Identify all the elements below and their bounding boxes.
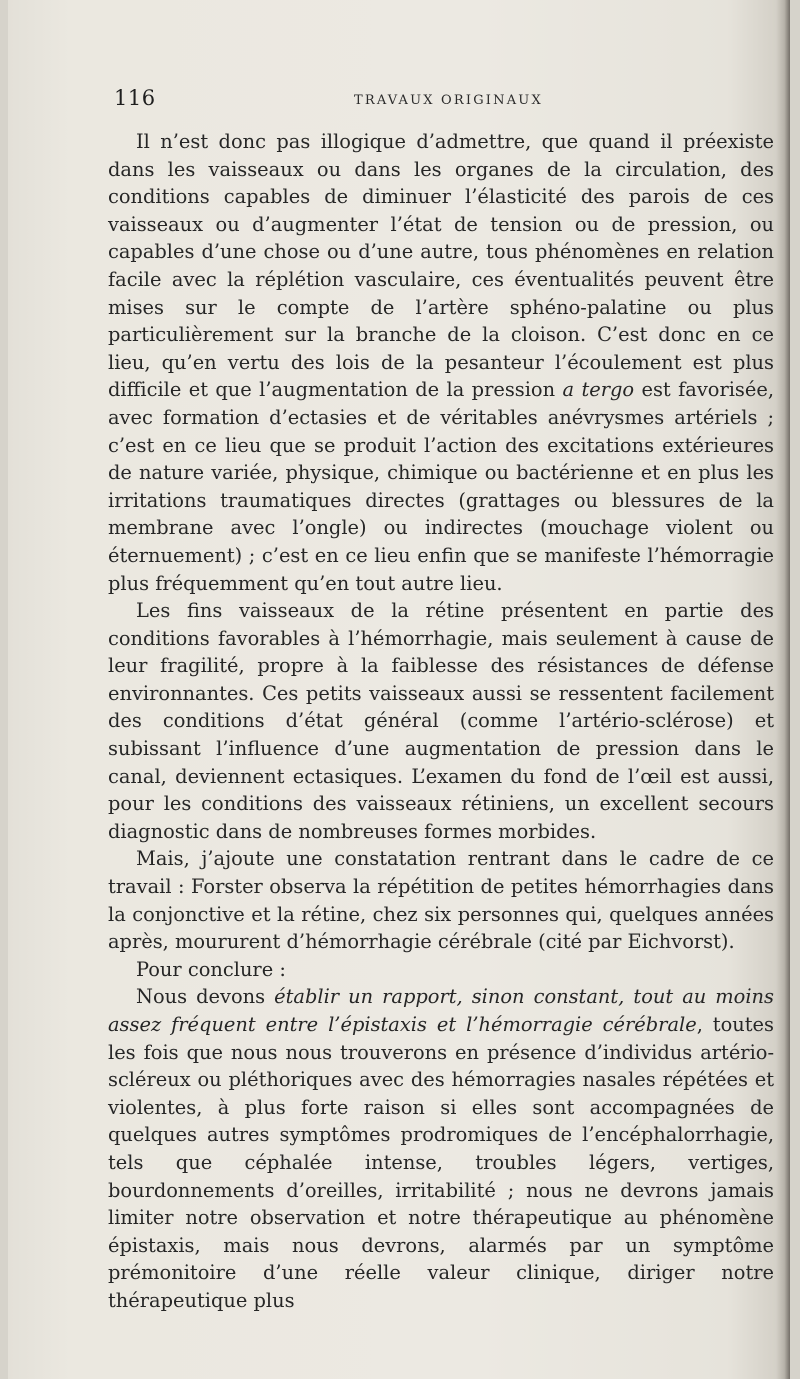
paragraph-5-italic: établir un rapport, sinon constant, tout au moins assez fréquent entre l’épistaxis et l’hémorragie cérébrale <box>108 985 774 1036</box>
page-number: 116 <box>114 86 156 110</box>
paragraph-5-text-a: Nous devons <box>136 985 275 1009</box>
page-edge-shadow <box>776 0 790 1379</box>
paragraph-5 <box>108 983 774 1314</box>
paragraph-1-text-a: Il n’est donc pas illogique d’admettre, que quand il préexiste dans les vaisseaux ou dans les organes de la circulation, des conditions capables de diminuer l’élasticité des parois de ces vaisseaux ou d’augmenter l’état de tension ou de pression, ou capables d’une chose ou d’une autre, tous phénomènes en relation facile avec la réplétion vasculaire, ces éventualités peuvent être mises sur le compte de l’artère sphéno-palatine ou plus particulièrement sur la branche de la cloison. C’est donc en ce lieu, qu’en vertu des lois de la pesanteur l’écoulement est plus difficile et que l’augmentation de la pression <box>108 130 774 402</box>
page-header <box>114 86 774 116</box>
paragraph-1-italic: a tergo <box>562 378 635 402</box>
paragraph-2: Les fins vaisseaux de la rétine présentent en partie des conditions favorables à l’hémorrhagie, mais seulement à cause de leur fragilité, propre à la faiblesse des résistances de défense environnantes. Ces petits vaisseaux aussi se ressentent facilement des conditions d’état général (comme l’artério-sclérose) et subissant l’influence d’une augmentation de pression dans le canal, deviennent ectasiques. L’examen du fond de l’œil est aussi, pour les conditions des vaisseaux rétiniens, un excellent secours diagnostic dans de nombreuses formes morbides. <box>108 599 774 843</box>
paragraph-1 <box>108 128 774 597</box>
paragraph-4: Pour conclure : <box>136 957 286 981</box>
paragraph-5-text-b: , toutes les fois que nous nous trouverons en présence d’individus artério-scléreux ou pléthoriques avec des hémorragies nasales répétées et violentes, à plus forte raison si elles sont accompagnées de quelques autres symptômes prodromiques de l’encéphalorrhagie, tels que céphalée intense, troubles légers, vertiges, bourdonnements d’oreilles, irritabilité ; nous ne devrons jamais limiter notre observation et notre thérapeutique au phénomène épistaxis, mais nous devrons, alarmés par un symptôme prémonitoire d’une réelle valeur clinique, diriger notre thérapeutique plus <box>108 1013 774 1312</box>
book-page <box>8 0 790 1379</box>
running-title: TRAVAUX ORIGINAUX <box>354 93 543 108</box>
paragraph-3: Mais, j’ajoute une constatation rentrant dans le cadre de ce travail : Forster observa la répétition de petites hémorrhagies dans la conjonctive et la rétine, chez six personnes qui, quelques années après, moururent d’hémorrhagie cérébrale (cité par Eichvorst). <box>108 847 774 954</box>
body-text <box>108 128 774 1315</box>
paragraph-1-text-b: est favorisée, avec formation d’ectasies et de véritables anévrysmes artériels ; c’est en ce lieu que se produit l’action des excitations extérieures de nature variée, physique, chimique ou bactérienne et en plus les irritations traumatiques directes (grattages ou blessures de la membrane avec l’ongle) ou indirectes (mouchage violent ou éternuement) ; c’est en ce lieu enfin que se manifeste l’hémorragie plus fréquemment qu’en tout autre lieu. <box>108 378 774 595</box>
